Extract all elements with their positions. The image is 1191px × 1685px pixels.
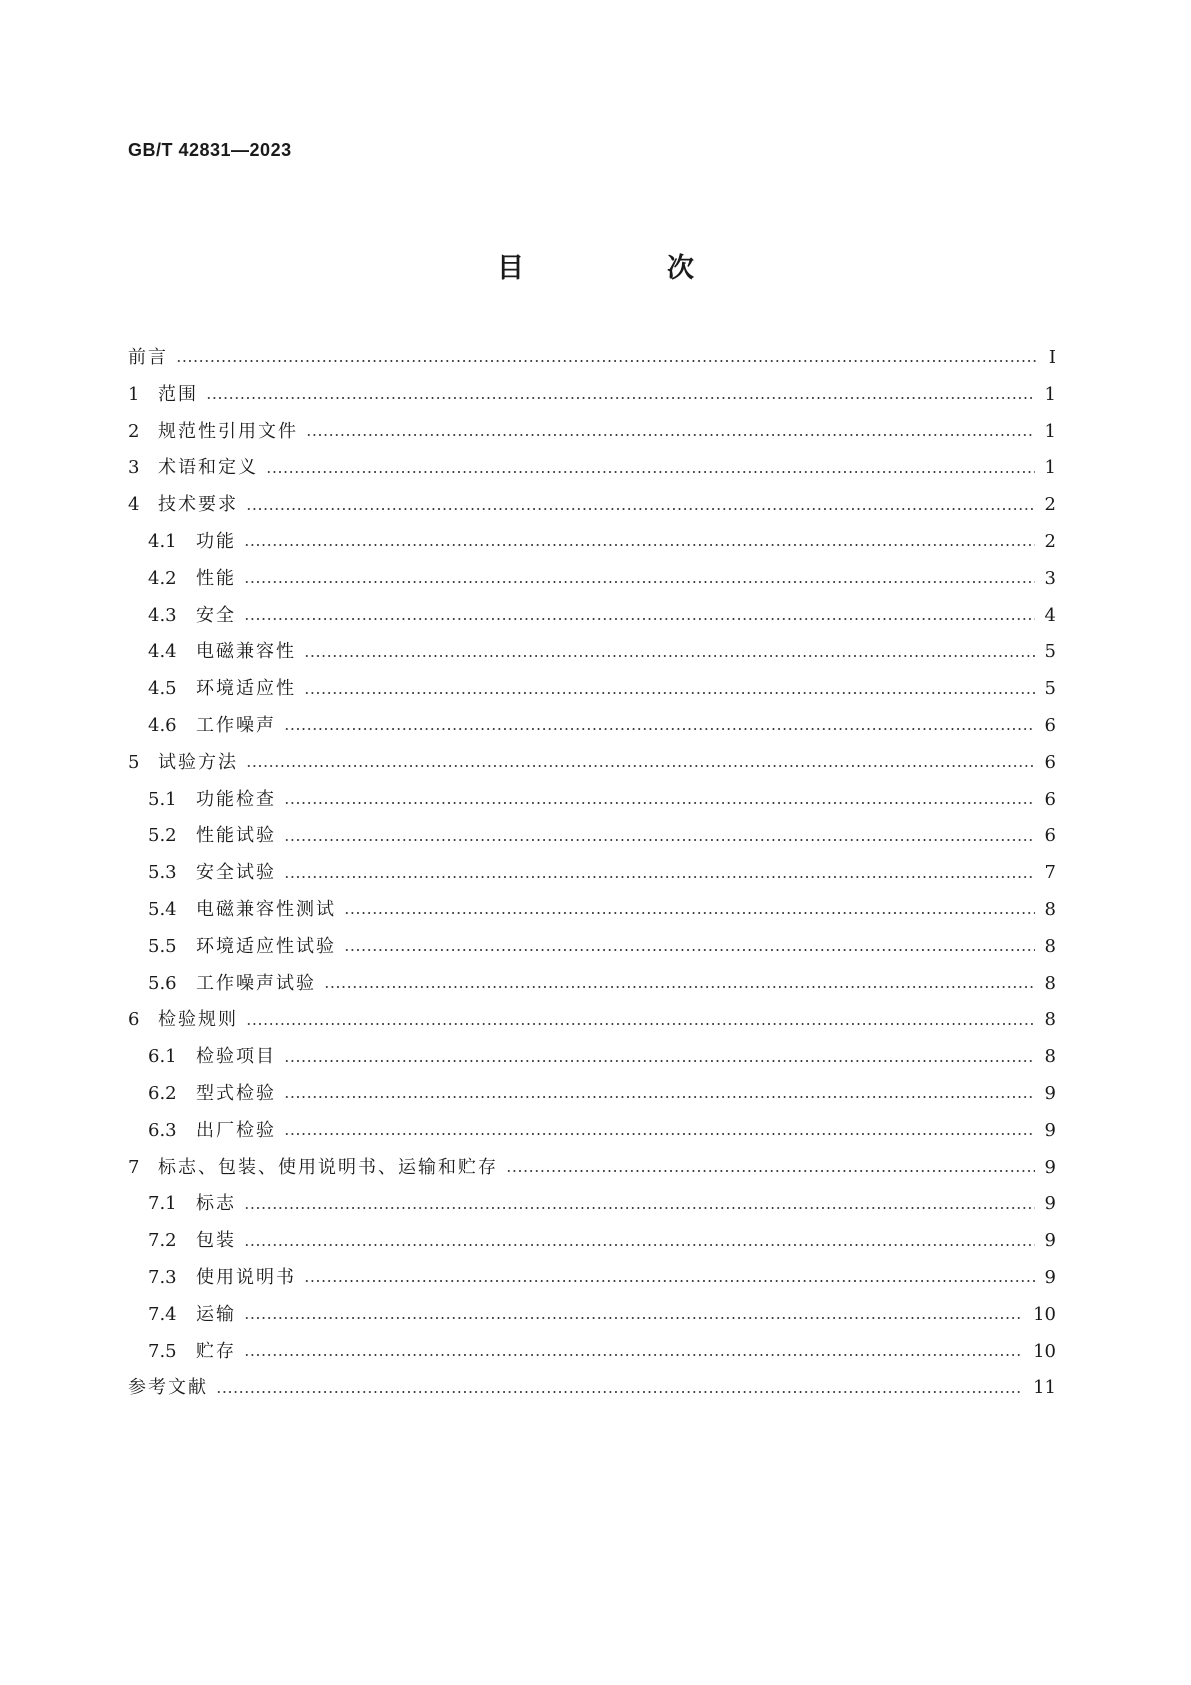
toc-entry[interactable] — [128, 450, 1056, 487]
toc-entry-number: 4.2 — [148, 567, 177, 589]
toc-entry-page: 2 — [1044, 494, 1056, 516]
toc-entry-title: 规范性引用文件 — [158, 420, 298, 442]
dot-leader — [344, 949, 1035, 951]
toc-entry-number: 7.4 — [148, 1303, 177, 1325]
toc-entry-number: 7.3 — [148, 1266, 177, 1288]
dot-leader — [246, 508, 1035, 510]
toc-entry[interactable] — [128, 340, 1056, 377]
toc-entry-number: 5.3 — [148, 862, 177, 884]
toc-entry[interactable] — [128, 1186, 1056, 1223]
toc-entry-number: 5.5 — [148, 935, 177, 957]
toc-entry-title: 范围 — [158, 383, 198, 405]
toc-entry-title: 贮存 — [196, 1340, 236, 1362]
toc-entry-page: 8 — [1044, 935, 1056, 957]
toc-entry[interactable] — [128, 1370, 1056, 1407]
toc-entry-title: 性能 — [196, 567, 236, 589]
toc-entry[interactable] — [128, 634, 1056, 671]
toc-entry-page: 10 — [1033, 1303, 1056, 1325]
toc-entry[interactable] — [128, 818, 1056, 855]
toc-entry-number: 4.5 — [148, 678, 177, 700]
toc-entry-title: 功能 — [196, 530, 236, 552]
toc-entry-page: 3 — [1044, 567, 1056, 589]
dot-leader — [284, 728, 1035, 730]
dot-leader — [244, 581, 1035, 583]
toc-entry[interactable] — [128, 414, 1056, 451]
toc-entry-title: 安全试验 — [196, 862, 276, 884]
toc-entry-page: 2 — [1044, 530, 1056, 552]
toc-entry[interactable] — [128, 1334, 1056, 1371]
toc-entry[interactable] — [128, 1076, 1056, 1113]
toc-entry-title: 电磁兼容性 — [196, 641, 296, 663]
toc-entry-page: 11 — [1033, 1377, 1056, 1399]
dot-leader — [284, 876, 1035, 878]
toc-entry[interactable] — [128, 377, 1056, 414]
toc-entry[interactable] — [128, 1039, 1056, 1076]
toc-entry[interactable] — [128, 1002, 1056, 1039]
toc-entry-title: 环境适应性 — [196, 678, 296, 700]
dot-leader — [176, 360, 1036, 362]
toc-entry[interactable] — [128, 929, 1056, 966]
toc-entry-page: 9 — [1044, 1266, 1056, 1288]
toc-entry[interactable] — [128, 1113, 1056, 1150]
toc-entry[interactable] — [128, 892, 1056, 929]
toc-entry-number: 7.2 — [148, 1230, 177, 1252]
dot-leader — [284, 802, 1035, 804]
dot-leader — [244, 1354, 1023, 1356]
dot-leader — [304, 655, 1035, 657]
toc-entry-number: 4 — [128, 494, 140, 516]
toc-entry-page: 1 — [1044, 420, 1056, 442]
toc-entry[interactable] — [128, 1223, 1056, 1260]
toc-entry-number: 5.2 — [148, 825, 177, 847]
dot-leader — [246, 765, 1035, 767]
toc-entry-number: 5 — [128, 751, 140, 773]
toc-entry-title: 包装 — [196, 1230, 236, 1252]
toc-entry-title: 检验规则 — [158, 1009, 238, 1031]
toc-entry-title: 参考文献 — [128, 1377, 208, 1399]
toc-entry-number: 4.3 — [148, 604, 177, 626]
toc-entry-number: 4.1 — [148, 530, 177, 552]
toc-entry-page: Ⅰ — [1048, 347, 1056, 368]
toc-entry-page: 5 — [1044, 678, 1056, 700]
toc-entry-page: 6 — [1044, 825, 1056, 847]
toc-entry-page: 9 — [1044, 1193, 1056, 1215]
toc-entry-title: 安全 — [196, 604, 236, 626]
toc-entry-page: 10 — [1033, 1340, 1056, 1362]
toc-entry-page: 8 — [1044, 1009, 1056, 1031]
toc-entry-number: 5.1 — [148, 788, 177, 810]
toc-entry-page: 8 — [1044, 1046, 1056, 1068]
dot-leader — [304, 692, 1035, 694]
toc-entry[interactable] — [128, 966, 1056, 1003]
toc-entry-page: 8 — [1044, 898, 1056, 920]
toc-entry-title: 性能试验 — [196, 825, 276, 847]
dot-leader — [324, 986, 1035, 988]
toc-entry-title: 出厂检验 — [196, 1119, 276, 1141]
toc-entry-title: 标志 — [196, 1193, 236, 1215]
toc-entry-number: 6.3 — [148, 1119, 177, 1141]
toc-entry-page: 4 — [1044, 604, 1056, 626]
toc-entry-page: 9 — [1044, 1082, 1056, 1104]
toc-entry[interactable] — [128, 487, 1056, 524]
toc-entry-number: 5.4 — [148, 898, 177, 920]
toc-entry[interactable] — [128, 1150, 1056, 1187]
toc-entry-number: 2 — [128, 420, 140, 442]
toc-entry-number: 1 — [128, 383, 140, 405]
toc-entry-number: 7.5 — [148, 1340, 177, 1362]
toc-title: 目 次 — [497, 253, 752, 284]
dot-leader — [244, 1207, 1035, 1209]
toc-entry[interactable] — [128, 1297, 1056, 1334]
toc-entry-title: 型式检验 — [196, 1082, 276, 1104]
dot-leader — [244, 1317, 1023, 1319]
toc-entry[interactable] — [128, 745, 1056, 782]
dot-leader — [244, 618, 1035, 620]
toc-entry-page: 8 — [1044, 972, 1056, 994]
dot-leader — [506, 1170, 1035, 1172]
toc-entry-title: 使用说明书 — [196, 1266, 296, 1288]
toc-entry-title: 电磁兼容性测试 — [196, 898, 336, 920]
dot-leader — [244, 544, 1035, 546]
toc-entry-number: 5.6 — [148, 972, 177, 994]
toc-entry-page: 1 — [1044, 383, 1056, 405]
toc-entry-page: 6 — [1044, 714, 1056, 736]
toc-entry-number: 7 — [128, 1156, 140, 1178]
document-id: GB/T 42831—2023 — [128, 140, 292, 160]
dot-leader — [216, 1391, 1023, 1393]
dot-leader — [244, 1244, 1035, 1246]
toc-entry-title: 工作噪声 — [196, 714, 276, 736]
toc-entry-number: 6.2 — [148, 1082, 177, 1104]
toc-entry-title: 功能检查 — [196, 788, 276, 810]
dot-leader — [284, 1096, 1035, 1098]
toc-entry[interactable] — [128, 855, 1056, 892]
toc-entry-number: 6.1 — [148, 1046, 177, 1068]
toc-entry-page: 5 — [1044, 641, 1056, 663]
toc-entry-page: 9 — [1044, 1230, 1056, 1252]
toc-entry-page: 6 — [1044, 751, 1056, 773]
toc-entry-page: 9 — [1044, 1119, 1056, 1141]
toc-entry-title: 工作噪声试验 — [196, 972, 316, 994]
toc-entry[interactable] — [128, 561, 1056, 598]
dot-leader — [304, 1280, 1035, 1282]
toc-entry[interactable] — [128, 598, 1056, 635]
dot-leader — [344, 912, 1035, 914]
toc-entry-page: 6 — [1044, 788, 1056, 810]
toc-entry-number: 4.4 — [148, 641, 177, 663]
toc-entry-title: 环境适应性试验 — [196, 935, 336, 957]
toc-entry[interactable] — [128, 524, 1056, 561]
toc-entry-number: 7.1 — [148, 1193, 177, 1215]
toc-entry-number: 3 — [128, 457, 140, 479]
dot-leader — [306, 434, 1035, 436]
toc-entry-page: 1 — [1044, 457, 1056, 479]
toc-entry-title: 试验方法 — [158, 751, 238, 773]
toc-entry[interactable] — [128, 708, 1056, 745]
toc-entry-title: 标志、包装、使用说明书、运输和贮存 — [158, 1156, 498, 1178]
toc-entry-title: 检验项目 — [196, 1046, 276, 1068]
toc-entry[interactable] — [128, 1260, 1056, 1297]
toc-entry[interactable] — [128, 782, 1056, 819]
dot-leader — [206, 397, 1035, 399]
toc-entry-title: 技术要求 — [158, 494, 238, 516]
toc-entry-title: 术语和定义 — [158, 457, 258, 479]
toc-entry-title: 运输 — [196, 1303, 236, 1325]
dot-leader — [284, 1060, 1035, 1062]
dot-leader — [284, 839, 1035, 841]
toc-entry-title: 前言 — [128, 347, 168, 368]
dot-leader — [284, 1133, 1035, 1135]
toc-entry-number: 4.6 — [148, 714, 177, 736]
dot-leader — [266, 471, 1035, 473]
toc-entry-page: 7 — [1044, 862, 1056, 884]
toc-entry[interactable] — [128, 671, 1056, 708]
toc-entry-page: 9 — [1044, 1156, 1056, 1178]
toc-entry-number: 6 — [128, 1009, 140, 1031]
table-of-contents — [128, 340, 1056, 1407]
dot-leader — [246, 1023, 1035, 1025]
